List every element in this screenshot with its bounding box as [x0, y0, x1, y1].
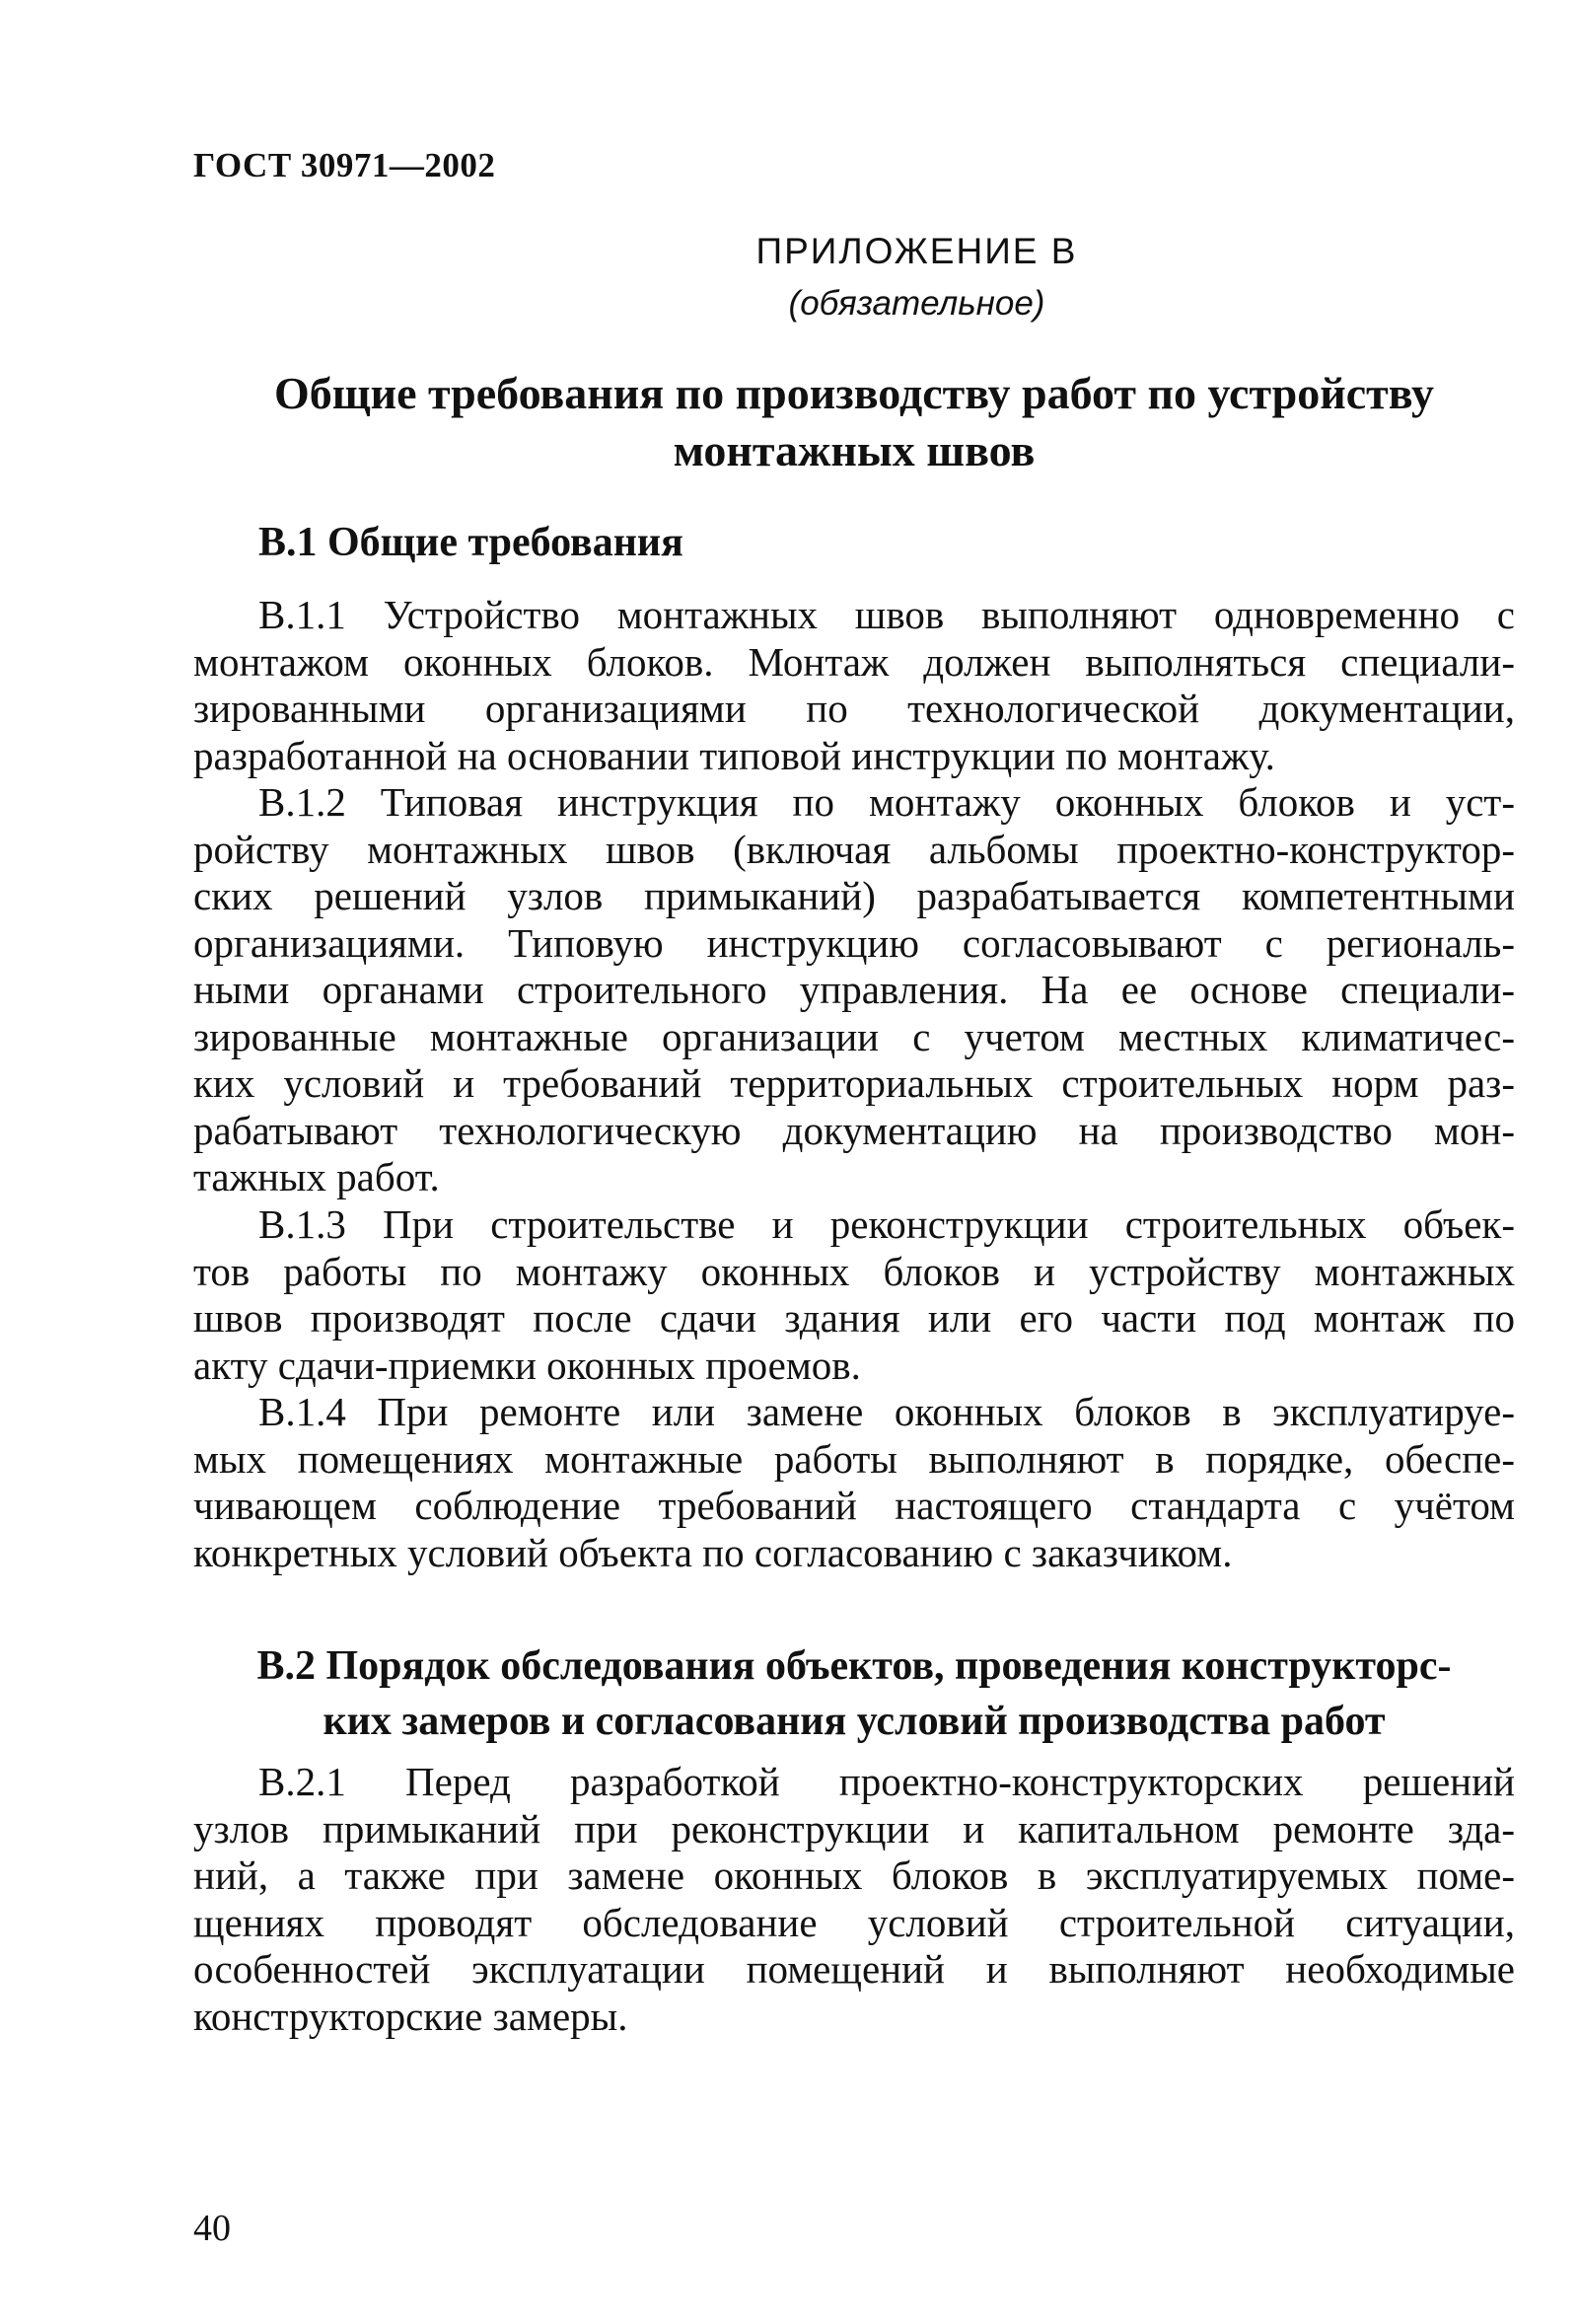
main-title-line: Общие требования по производству работ по устройству [273, 368, 1434, 418]
paragraph-line: ний, а также при замене оконных блоков в эксплуатируемых поме- [193, 1852, 1515, 1898]
page-number: 40 [193, 2208, 231, 2249]
paragraph-line: ких условий и требований территориальных строительных норм раз- [193, 1060, 1515, 1106]
section-heading-line: В.2 Порядок обследования объектов, проведения конструкторс- [256, 1643, 1452, 1689]
paragraph-line: В.2.1 Перед разработкой проектно-конструкторских решений [258, 1759, 1515, 1804]
paragraph-line: швов производят после сдачи здания или его части под монтаж по [193, 1295, 1515, 1341]
paragraph-line: В.1.3 При строительстве и реконструкции строительных объек- [258, 1201, 1515, 1247]
paragraph-b1-2 [193, 779, 1515, 1201]
paragraph-b1-3 [193, 1201, 1515, 1389]
main-title-line: монтажных швов [673, 425, 1036, 475]
paragraph-line: тов работы по монтажу оконных блоков и устройству монтажных [193, 1248, 1515, 1294]
paragraph-line: чивающем соблюдение требований настоящего стандарта с учётом [193, 1483, 1515, 1528]
section-heading-b2 [193, 1638, 1515, 1749]
paragraph-line: особенностей эксплуатации помещений и выполняют необходимые [193, 1946, 1515, 1992]
appendix-status: (обязательное) [788, 284, 1045, 323]
paragraph-b1-1 [193, 592, 1515, 779]
paragraph-line: разработанной на основании типовой инструкции по монтажу. [193, 732, 1275, 778]
paragraph-line: ских решений узлов примыканий) разрабатывается компетентными [193, 873, 1515, 918]
paragraph-b1-4 [193, 1389, 1515, 1576]
paragraph-line: акту сдачи-приемки оконных проемов. [193, 1342, 861, 1388]
paragraph-line: зированные монтажные организации с учетом местных климатичес- [193, 1013, 1515, 1059]
paragraph-line: зированными организациями по технологической документации, [193, 686, 1515, 731]
main-title [193, 365, 1515, 479]
appendix-title: ПРИЛОЖЕНИЕ В [755, 231, 1078, 271]
paragraph-line: монтажом оконных блоков. Монтаж должен выполняться специали- [193, 638, 1515, 685]
document-code: ГОСТ 30971—2002 [193, 146, 496, 184]
paragraph-line: организациями. Типовую инструкцию согласовывают с региональ- [193, 919, 1515, 966]
paragraph-line: В.1.1 Устройство монтажных швов выполняют одновременно с [258, 592, 1515, 637]
paragraph-line: В.1.4 При ремонте или замене оконных блоков в эксплуатируе- [258, 1389, 1515, 1434]
paragraph-line: ными органами строительного управления. На ее основе специали- [193, 967, 1515, 1012]
section-heading-b1: В.1 Общие требования [258, 520, 683, 565]
paragraph-line: ройству монтажных швов (включая альбомы проектно-конструктор- [193, 826, 1515, 872]
paragraph-b2-1 [193, 1759, 1515, 2040]
paragraph-line: конкретных условий объекта по согласованию с заказчиком. [193, 1529, 1233, 1575]
paragraph-line: мых помещениях монтажные работы выполняют в порядке, обеспе- [193, 1435, 1515, 1482]
paragraph-line: конструкторские замеры. [193, 1993, 628, 2039]
section-heading-line: ких замеров и согласования условий производства работ [323, 1699, 1386, 1744]
paragraph-line: В.1.2 Типовая инструкция по монтажу оконных блоков и уст- [258, 779, 1515, 825]
paragraph-line: рабатывают технологическую документацию на производство мон- [193, 1107, 1515, 1153]
paragraph-line: тажных работ. [193, 1154, 440, 1199]
paragraph-line: щениях проводят обследование условий строительной ситуации, [193, 1899, 1515, 1945]
paragraph-line: узлов примыканий при реконструкции и капитальном ремонте зда- [193, 1805, 1515, 1852]
